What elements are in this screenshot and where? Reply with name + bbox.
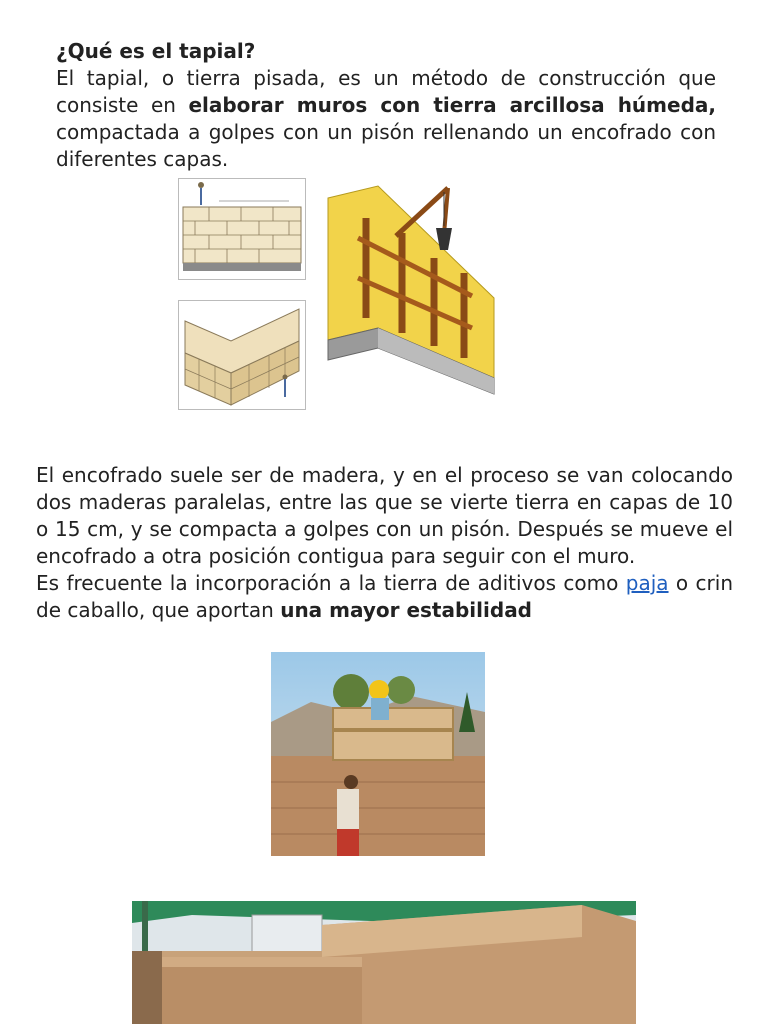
intro-text-start: El tapial, o tierra pisada, es un método de construcción que consiste en: [56, 66, 716, 117]
intro-block: [56, 38, 716, 173]
process-block: [36, 462, 733, 624]
workers-photo: [271, 652, 485, 856]
formwork-rammer-illustration: [318, 178, 502, 400]
intro-paragraph: [56, 65, 716, 173]
intro-bold-text: elaborar muros con tierra arcillosa húmeda,: [188, 93, 716, 117]
wall-corner-diagram: [178, 300, 306, 410]
additives-bold-text: una mayor estabilidad: [280, 598, 532, 622]
additives-text-start: Es frecuente la incorporación a la tierra de aditivos como: [36, 571, 626, 595]
wall-elevation-diagram: [178, 178, 306, 280]
earth-walls-photo: [132, 901, 636, 1024]
additives-text-middle: o crin de caballo, que aportan: [36, 571, 734, 622]
intro-text-end: compactada a golpes con un pisón rellenando un encofrado con diferentes capas.: [56, 120, 716, 171]
additives-paragraph: [36, 570, 733, 624]
paja-link[interactable]: paja: [625, 571, 669, 595]
page-title: ¿Qué es el tapial?: [56, 39, 256, 63]
process-paragraph: El encofrado suele ser de madera, y en el proceso se van colocando dos maderas paralelas, entre las que se vierte tierra en capas de 10 o 15 cm, y se compacta a golpes con un pisón. Después se mueve el encofrado a otra posición contigua para seguir con el muro.: [36, 463, 733, 568]
